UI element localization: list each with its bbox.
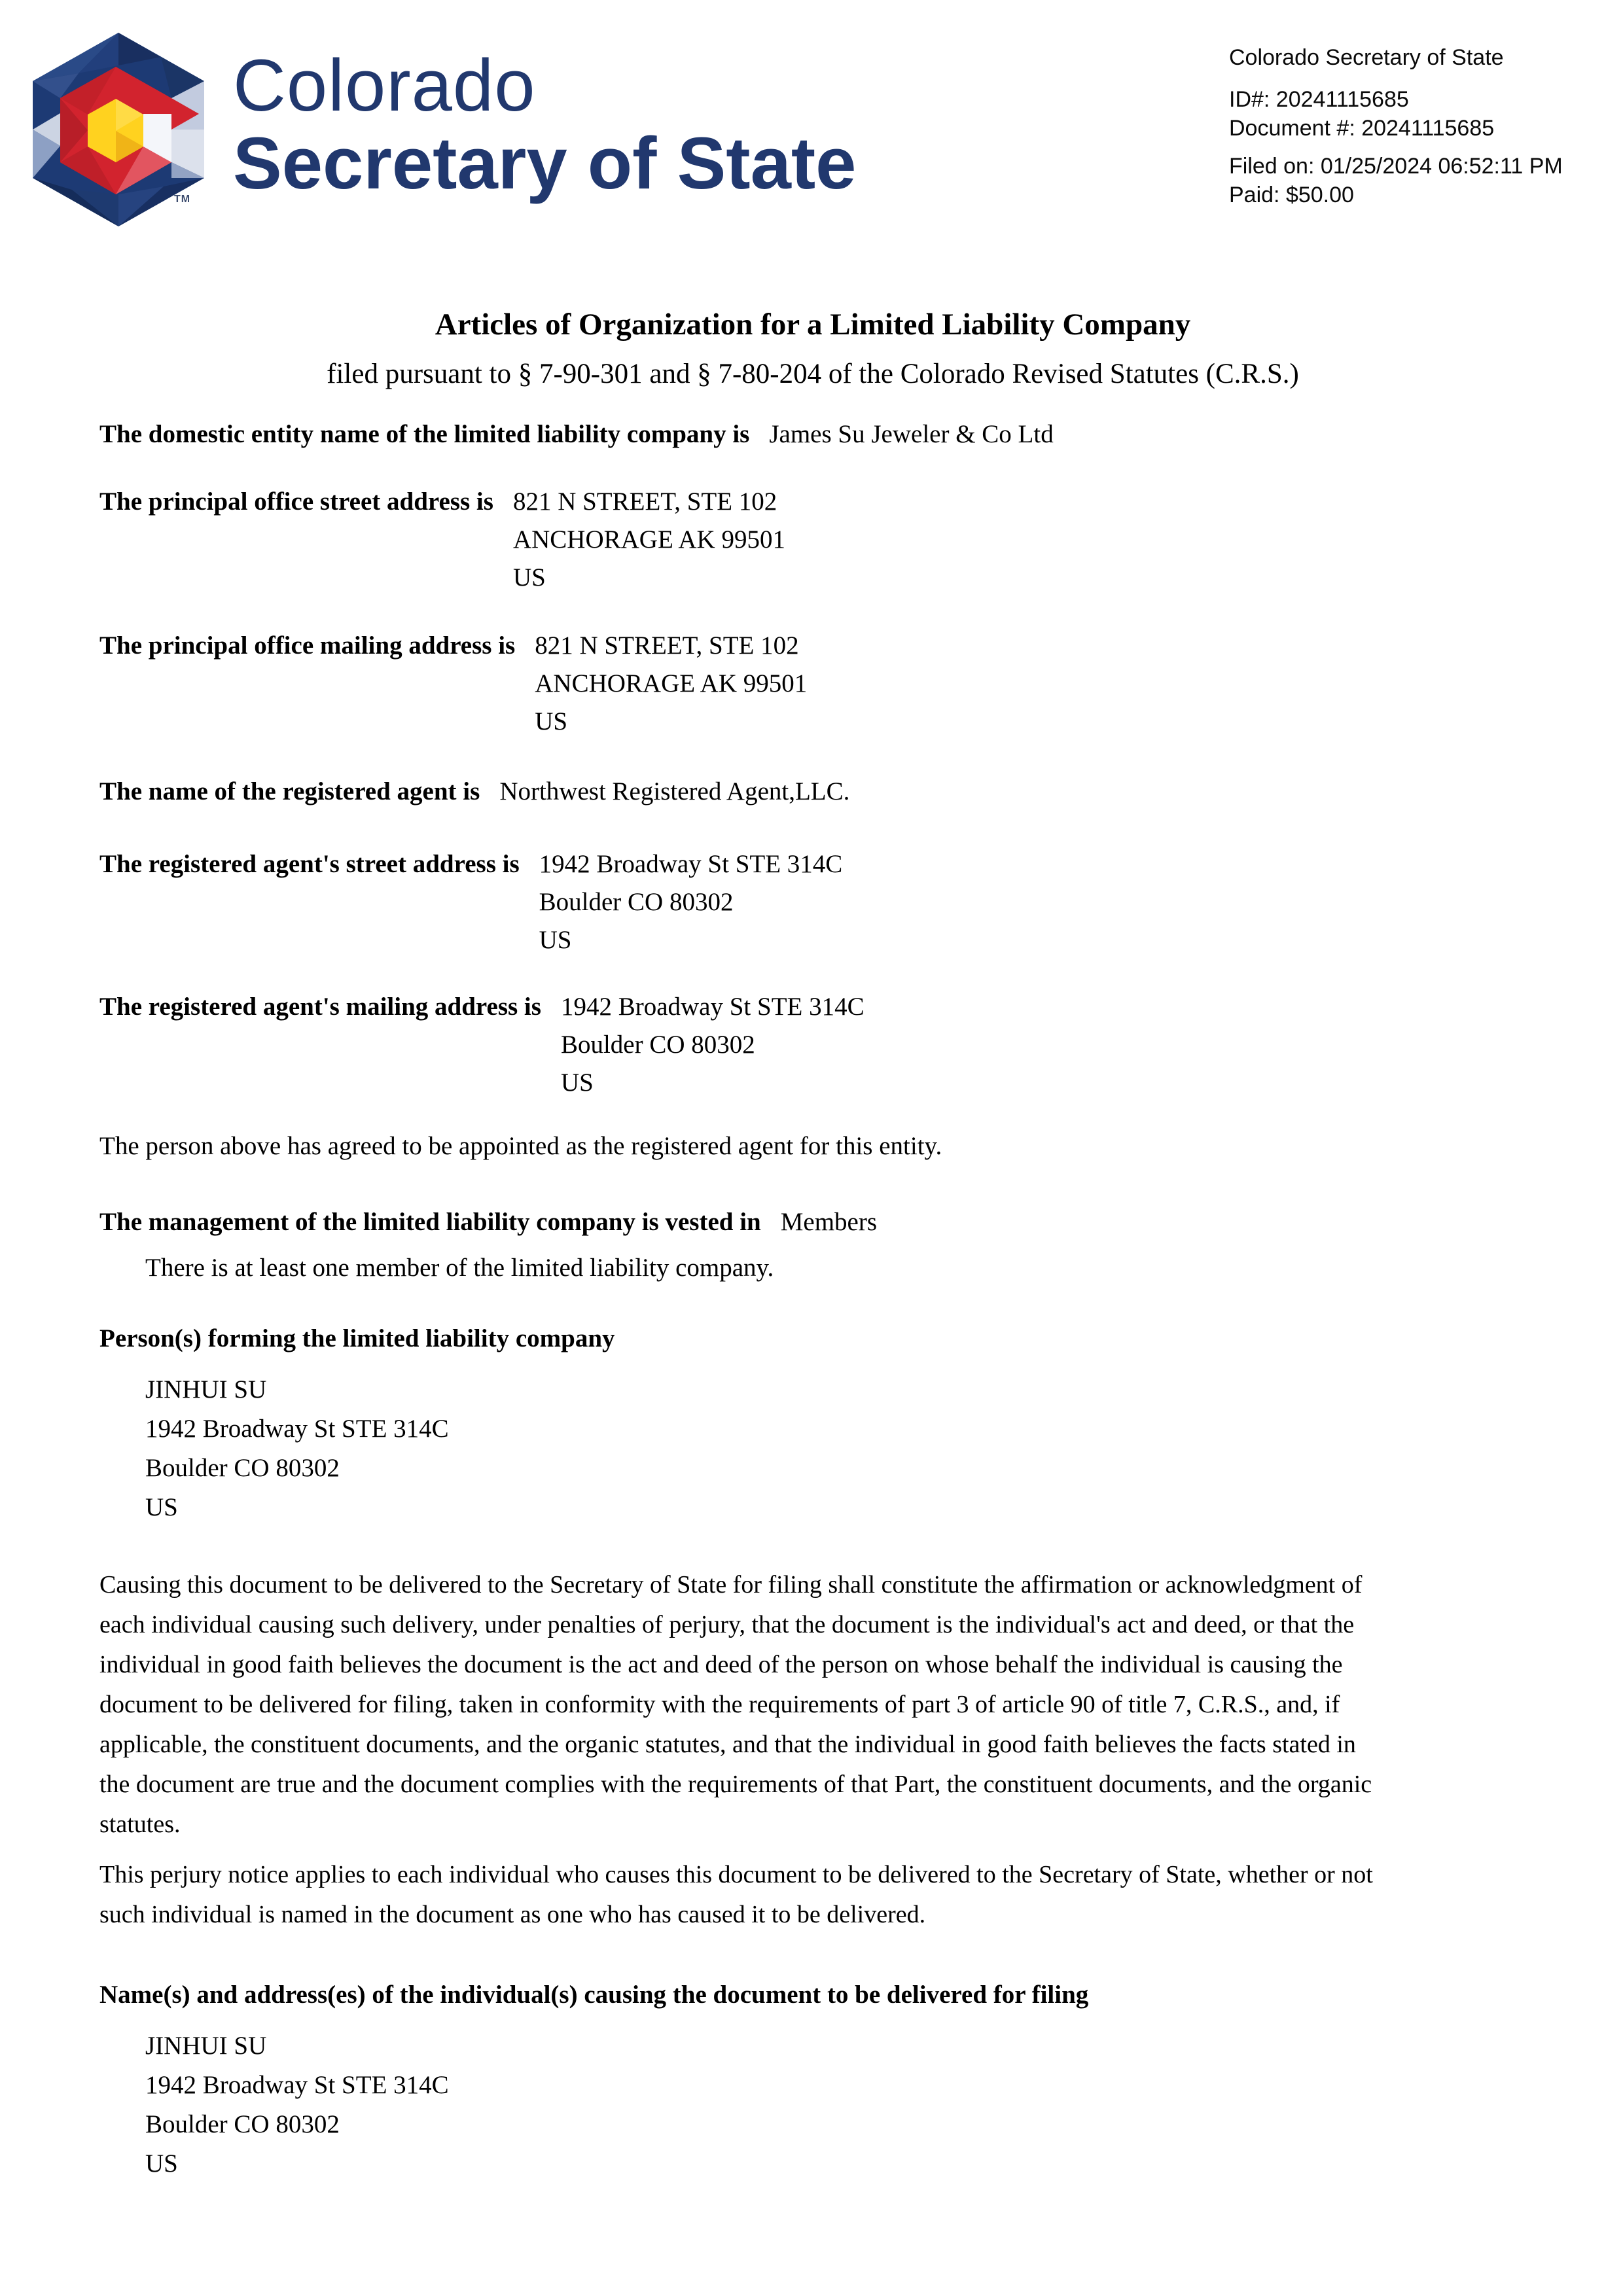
address-line: ANCHORAGE AK 99501 (512, 525, 785, 554)
agent-street-label: The registered agent's street address is (99, 850, 520, 878)
address-line: 1942 Broadway St STE 314C (539, 850, 843, 878)
paragraph-line: the document are true and the document complies with the requirements of that Part, the constituent documents, and the organic (99, 1771, 1372, 1798)
address-line: 821 N STREET, STE 102 (535, 631, 799, 660)
address-line: Boulder CO 80302 (539, 888, 734, 916)
former-person-block (145, 1370, 1526, 1527)
agent-mailing-value (561, 988, 865, 1102)
paragraph-line: This perjury notice applies to each individual who causes this document to be delivered to the Secretary of State, whether or not (99, 1861, 1373, 1888)
perjury-notice (99, 1855, 1526, 1935)
address-line: 821 N STREET, STE 102 (512, 487, 777, 516)
member-note: There is at least one member of the limited liability company. (145, 1254, 774, 1282)
agent-consent-statement: The person above has agreed to be appointed as the registered agent for this entity. (99, 1132, 942, 1160)
principal-mailing-value (535, 627, 807, 741)
agent-name-value: Northwest Registered Agent,LLC. (499, 777, 850, 805)
filing-office: Colorado Secretary of State (1229, 45, 1504, 70)
logo-wordmark-secretary-of-state: Secretary of State (233, 122, 857, 204)
management-value: Members (780, 1208, 878, 1236)
address-line: US (512, 563, 546, 592)
address-line: ANCHORAGE AK 99501 (535, 669, 808, 698)
field-management (99, 1208, 1526, 1237)
address-line: 1942 Broadway St STE 314C (560, 993, 865, 1021)
address-line: US (145, 2149, 178, 2178)
paragraph-line: such individual is named in the document as one who has caused it to be delivered. (99, 1901, 926, 1928)
address-line: US (145, 1493, 178, 1521)
field-principal-street-address (99, 483, 1526, 597)
principal-street-value (513, 483, 785, 597)
address-line: US (560, 1069, 594, 1097)
address-line: US (539, 926, 572, 954)
paragraph-line: Causing this document to be delivered to the Secretary of State for filing shall constitute the affirmation or acknowledgment of (99, 1571, 1363, 1598)
paragraph-line: applicable, the constituent documents, and the organic statutes, and that the individual in good faith believes the facts stated in (99, 1731, 1356, 1758)
logo-wordmark-colorado: Colorado (233, 44, 536, 126)
paragraph-line: statutes. (99, 1810, 181, 1838)
field-registered-agent-name (99, 777, 1526, 806)
person-name: JINHUI SU (145, 2032, 267, 2060)
perjury-paragraph (99, 1565, 1526, 1845)
document-title: Articles of Organization for a Limited Liability Company (435, 308, 1191, 342)
person-name: JINHUI SU (145, 1375, 267, 1404)
filing-info (1229, 43, 1596, 209)
paragraph-line: each individual causing such delivery, under penalties of perjury, that the document is the individual's act and deed, or that the (99, 1611, 1355, 1638)
field-principal-mailing-address (99, 627, 1526, 741)
address-line: Boulder CO 80302 (145, 2110, 340, 2138)
management-label: The management of the limited liability company is vested in (99, 1208, 761, 1236)
address-line: Boulder CO 80302 (560, 1031, 755, 1059)
agent-mailing-label: The registered agent's mailing address is (99, 993, 541, 1021)
field-agent-street-address (99, 845, 1526, 959)
field-entity-name (99, 420, 1526, 449)
trademark-symbol: TM (174, 194, 191, 205)
agent-name-label: The name of the registered agent is (99, 777, 480, 805)
address-line: US (535, 707, 568, 735)
address-line: 1942 Broadway St STE 314C (145, 2071, 449, 2099)
filing-document-number: Document #: 20241115685 (1229, 116, 1495, 141)
filers-heading: Name(s) and address(es) of the individual(s) causing the document to be delivered for filing (99, 1981, 1089, 2009)
document-body (99, 308, 1526, 2183)
filing-filed-on: Filed on: 01/25/2024 06:52:11 PM (1229, 154, 1563, 179)
entity-name-label: The domestic entity name of the limited liability company is (99, 420, 750, 448)
filing-paid: Paid: $50.00 (1229, 183, 1354, 207)
filer-person-block (145, 2026, 1526, 2183)
agent-street-value (539, 845, 843, 959)
principal-street-label: The principal office street address is (99, 487, 493, 516)
address-line: Boulder CO 80302 (145, 1454, 340, 1482)
field-agent-mailing-address (99, 988, 1526, 1102)
filing-id: ID#: 20241115685 (1229, 87, 1409, 112)
document-subtitle: filed pursuant to § 7-90-301 and § 7-80-204 of the Colorado Revised Statutes (C.R.S.) (327, 359, 1299, 389)
address-line: 1942 Broadway St STE 314C (145, 1415, 449, 1443)
paragraph-line: document to be delivered for filing, taken in conformity with the requirements of part 3 of article 90 of title 7, C.R.S., and, if (99, 1691, 1340, 1718)
principal-mailing-label: The principal office mailing address is (99, 631, 516, 660)
paragraph-line: individual in good faith believes the document is the act and deed of the person on whose behalf the individual is causing the (99, 1651, 1343, 1678)
entity-name-value: James Su Jeweler & Co Ltd (769, 420, 1054, 448)
formers-heading: Person(s) forming the limited liability company (99, 1324, 615, 1352)
